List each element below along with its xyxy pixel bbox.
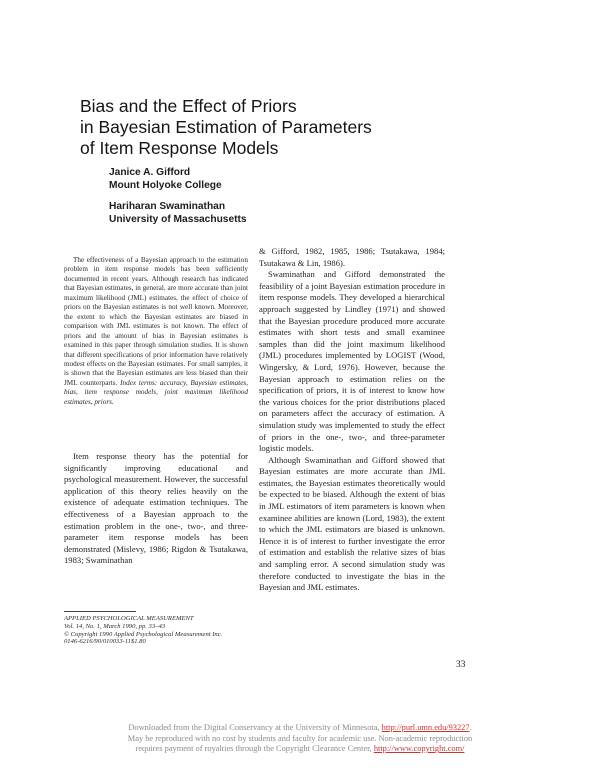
journal-info	[64, 615, 264, 646]
title-line-2: in Bayesian Estimation of Parameters	[80, 117, 372, 137]
title-line-3: of Item Response Models	[80, 138, 279, 158]
citation-continuation: & Gifford, 1982, 1985, 1986; Tsutakawa, 1984; Tsutakawa & Lin, 1986).	[259, 246, 445, 268]
journal-name: APPLIED PSYCHOLOGICAL MEASUREMENT	[64, 615, 194, 622]
body-left-column	[64, 451, 248, 567]
jml-abbreviation: JML	[261, 350, 279, 361]
body-right-column	[259, 246, 445, 594]
footer-line-1: Downloaded from the Digital Conservancy at the University of Minnesota, http://purl.umn.edu/93227.	[128, 723, 472, 732]
journal-volume: Vol. 14, No. 1, March 1990, pp. 33–43	[64, 622, 166, 630]
author-block	[109, 166, 247, 226]
article-title	[80, 96, 520, 159]
title-line-1: Bias and the Effect of Priors	[80, 96, 297, 116]
body-paragraph-2: Swaminathan and Gifford demonstrated the feasibility of a joint Bayesian estimation procedure in item response models. They developed a hierarchical approach suggested by Lindley (1971) and showed that the Bayesian procedure produced more accurate estimates with short tests and small examinee samples than did the joint maximum likelihood (JML) procedures implemented by LOGIST (Wood, Wingersky, & Lord, 1976). However, because the Bayesian approach to estimation relies on the specification of priors, it is of interest to know how the various choices for the prior distributions placed on parameters affect the accuracy of estimation. A simulation study was implemented to study the effect of priors in the one-, two-, and three-parameter logistic models.	[259, 269, 445, 454]
copyright-link[interactable]: http://www.copyright.com/	[373, 744, 465, 754]
abstract-text: The effectiveness of a Bayesian approach to the estimation problem in item response models has been sufficiently documented in recent years. Although research has indicated that Bayesian estimates, in general, are more accurate than joint maximum likelihood (JML) estimates, the effect of choice of priors on the Bayesian estimates is not well known. Moreover, the extent to which the Bayesian estimates are biased in comparison with JML estimates is not known. The effect of priors and the amount of bias in Bayesian estimates is examined in this paper through simulation studies. It is shown that different specifications of prior information have relatively modest effects on the Bayesian estimates. For small samples, it is shown that the Bayesian estimates are less biased than their JML counterparts.	[64, 256, 248, 387]
author-1-name: Janice A. Gifford	[109, 167, 191, 178]
author-2-name: Hariharan Swaminathan	[109, 201, 226, 212]
footer-line-3: requires payment of royalties through the Copyright Clearance Center, http://www.copyright.com/	[135, 744, 465, 754]
author-2-affiliation: University of Massachusetts	[109, 214, 247, 225]
body-paragraph-3: Although Swaminathan and Gifford showed that Bayesian estimates are more accurate than JML estimates, the Bayesian estimates theoretically would be expected to be biased. Although the extent of bias in JML estimators of item parameters is known when examinee abilities are known (Lord, 1983), the extent to which the JML estimators are biased is unknown. Hence it is of interest to further investigate the error of estimation and establish the relative sizes of bias and sampling error. A second simulation study was therefore conducted to investigate the bias in the Bayesian and JML estimates.	[259, 454, 445, 593]
journal-copyright: © Copyright 1990 Applied Psychological Measurement Inc.	[64, 630, 223, 638]
footnote-rule	[64, 611, 136, 612]
abstract-keywords: Index terms: accuracy, Bayesian estimates, bias, item response models, joint maximum likelihood estimates, priors.	[64, 378, 248, 406]
author-1-affiliation: Mount Holyoke College	[109, 180, 222, 191]
body-paragraph-1: Item response theory has the potential for significantly improving educational and psychological measurement. However, the successful application of this theory relies heavily on the existence of adequate estimation techniques. The effectiveness of a Bayesian approach to the estimation problem in the one-, two-, and three-parameter item response models has been demonstrated (Mislevy, 1986; Rigdon & Tsutakawa, 1983; Swaminathan	[64, 451, 248, 566]
footer-line-2: May be reproduced with no cost by students and faculty for academic use. Non-academic reproduction	[127, 733, 473, 743]
page-number: 33	[456, 660, 466, 670]
abstract	[64, 256, 248, 407]
conservancy-link[interactable]: http://purl.umn.edu/93227	[381, 723, 470, 732]
download-footer	[60, 723, 540, 755]
journal-code: 0146-6216/90/010033-11$1.80	[64, 638, 146, 646]
